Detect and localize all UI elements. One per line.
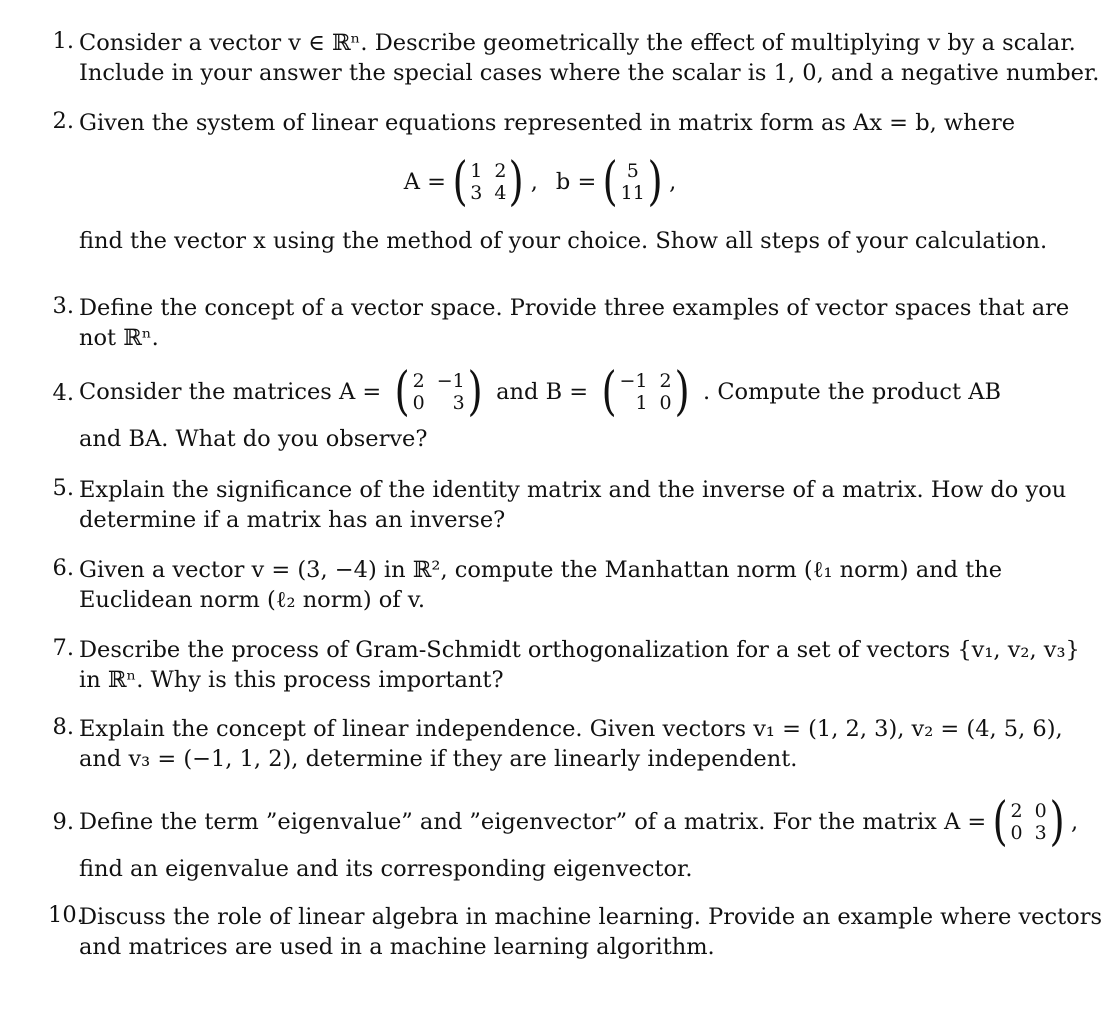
question-text: Consider the matrices A = <box>79 379 382 405</box>
matrix-entry: 2 <box>659 370 672 392</box>
question-text: and B = <box>496 379 589 405</box>
question-number: 5. <box>52 475 74 501</box>
matrix-entry: −1 <box>436 370 465 392</box>
question-text: Given the system of linear equations represented in matrix form as Ax = b, where <box>79 110 1016 136</box>
vector: ( 5 11 ) <box>602 152 663 212</box>
matrix-entry: 0 <box>659 392 672 414</box>
matrix-entry: 0 <box>1034 800 1047 822</box>
question-number: 9. <box>52 809 74 835</box>
matrix-entry: 1 <box>470 160 483 182</box>
question-text: Euclidean norm (ℓ₂ norm) of v. <box>79 587 425 613</box>
matrix: ( 2 −1 0 3 ) <box>394 362 483 422</box>
question-number: 1. <box>52 28 74 54</box>
matrix-entry: 0 <box>1010 822 1023 844</box>
question-text: determine if a matrix has an inverse? <box>79 507 506 533</box>
question-text: find an eigenvalue and its corresponding eigenvector. <box>79 856 693 882</box>
question-text: Include in your answer the special cases where the scalar is 1, 0, and a negative number. <box>79 60 1100 86</box>
matrix-entry: 2 <box>412 370 425 392</box>
matrix: ( 1 2 3 4 ) <box>452 152 525 212</box>
question-text: Explain the significance of the identity matrix and the inverse of a matrix. How do you <box>79 477 1067 503</box>
matrix-entry: 2 <box>494 160 507 182</box>
question-number: 3. <box>52 293 74 319</box>
question-6 <box>48 555 1048 615</box>
question-text: Define the term ”eigenvalue” and ”eigenvector” of a matrix. For the matrix A = <box>79 809 987 835</box>
question-number: 4. <box>52 380 74 406</box>
matrix: ( −1 2 1 0 ) <box>601 362 690 422</box>
matrix-entry: 0 <box>412 392 425 414</box>
vector-entry: 11 <box>620 182 645 204</box>
matrix-entry: 3 <box>470 182 483 204</box>
question-number: 7. <box>52 635 74 661</box>
question-text: not ℝⁿ. <box>79 325 159 351</box>
question-text: Explain the concept of linear independence. Given vectors v₁ = (1, 2, 3), v₂ = (4, 5, 6), <box>79 716 1063 742</box>
question-number: 10. <box>48 902 84 928</box>
question-5 <box>48 475 1067 535</box>
question-number: 6. <box>52 555 74 581</box>
matrix-entry: −1 <box>619 370 648 392</box>
question-text: find the vector x using the method of your choice. Show all steps of your calculation. <box>79 228 1048 254</box>
question-text: and BA. What do you observe? <box>79 426 428 452</box>
question-2 <box>48 108 1048 256</box>
question-number: 8. <box>52 714 74 740</box>
question-text: , <box>1071 809 1079 835</box>
matrix-entry: 1 <box>635 392 648 414</box>
question-text: Define the concept of a vector space. Provide three examples of vector spaces that are <box>79 295 1070 321</box>
question-text: Given a vector v = (3, −4) in ℝ², compute the Manhattan norm (ℓ₁ norm) and the <box>79 557 1003 583</box>
question-4 <box>48 360 1048 454</box>
vector-entry: 5 <box>626 160 639 182</box>
question-text: and matrices are used in a machine learning algorithm. <box>79 934 715 960</box>
question-text: Describe the process of Gram-Schmidt orthogonalization for a set of vectors {v₁, v₂, v₃} <box>79 637 1080 663</box>
question-9 <box>48 790 1079 884</box>
matrix-entry: 2 <box>1010 800 1023 822</box>
matrix-entry: 3 <box>452 392 465 414</box>
question-text: in ℝⁿ. Why is this process important? <box>79 667 504 693</box>
question-text: and v₃ = (−1, 1, 2), determine if they are linearly independent. <box>79 746 798 772</box>
display-equation: A = ( 1 2 3 4 ) , b = ( 5 11 ) , <box>403 152 677 212</box>
matrix-entry: 4 <box>494 182 507 204</box>
question-number: 2. <box>52 108 74 134</box>
question-10 <box>48 902 1102 962</box>
vector-label: b = <box>555 169 597 195</box>
question-text: . Compute the product AB <box>703 379 1001 405</box>
question-3 <box>48 293 1070 353</box>
question-1 <box>48 28 1100 88</box>
question-7 <box>48 635 1080 695</box>
question-8 <box>48 714 1063 774</box>
matrix-label: A = <box>403 169 446 195</box>
question-text: Discuss the role of linear algebra in machine learning. Provide an example where vectors <box>79 904 1102 930</box>
matrix-entry: 3 <box>1034 822 1047 844</box>
question-text: Consider a vector v ∈ ℝⁿ. Describe geometrically the effect of multiplying v by a scalar. <box>79 30 1076 56</box>
matrix: ( 2 0 0 3 ) <box>992 792 1065 852</box>
